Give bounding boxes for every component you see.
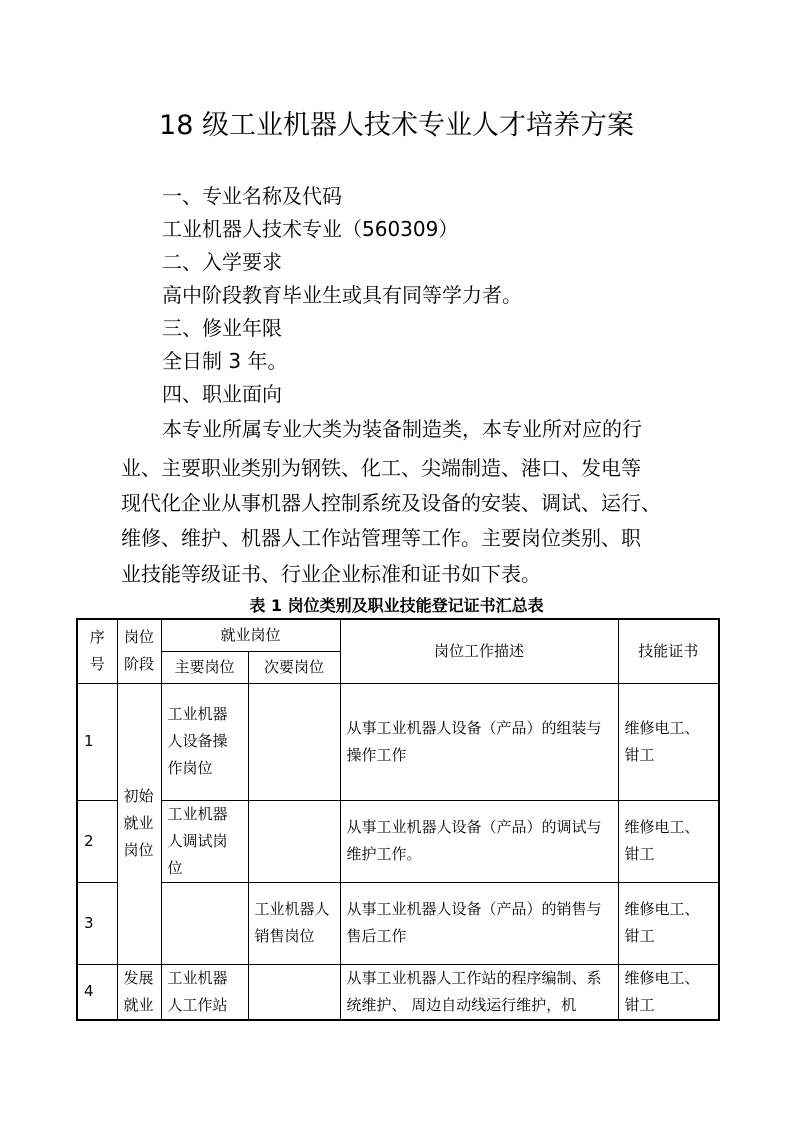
header-primary: 主要岗位: [161, 651, 248, 683]
header-description: 岗位工作描述: [340, 619, 618, 683]
section-heading-duration: 三、修业年限: [162, 316, 282, 340]
table-row: [77, 964, 719, 1020]
row-description: 从事工业机器人设备（产品）的调试与维护工作。: [340, 800, 618, 882]
row-description: 从事工业机器人设备（产品）的组装与操作工作: [340, 683, 618, 800]
row-description: 从事工业机器人工作站的程序编制、系统维护、 周边自动线运行维护，机: [340, 964, 618, 1020]
row-secondary: [248, 964, 340, 1020]
row-primary: 工业机器人工作站: [161, 964, 248, 1020]
row-secondary: [248, 800, 340, 882]
section-heading-career: 四、职业面向: [162, 382, 282, 406]
table-row: [77, 800, 719, 882]
header-stage: 岗位阶段: [117, 619, 161, 683]
row-certificate: 维修电工、钳工: [618, 683, 719, 800]
career-paragraph-line: 业技能等级证书、行业企业标准和证书如下表。: [121, 562, 541, 586]
row-certificate: 维修电工、钳工: [618, 964, 719, 1020]
row-seq: 2: [77, 800, 117, 882]
row-seq: 4: [77, 964, 117, 1020]
career-paragraph-line: 维修、维护、机器人工作站管理等工作。主要岗位类别、职: [121, 526, 641, 550]
row-primary: 工业机器人设备操作岗位: [161, 683, 248, 800]
admission-text: 高中阶段教育毕业生或具有同等学力者。: [162, 283, 522, 307]
row-primary: [161, 882, 248, 964]
section-heading-name-code: 一、专业名称及代码: [162, 184, 342, 208]
table-caption: 表 1 岗位类别及职业技能登记证书汇总表: [249, 596, 544, 615]
row-seq: 3: [77, 882, 117, 964]
header-certificate: 技能证书: [618, 619, 719, 683]
header-employment: 就业岗位: [161, 619, 340, 651]
row-certificate: 维修电工、钳工: [618, 800, 719, 882]
row-secondary: 工业机器人销售岗位: [248, 882, 340, 964]
major-name-code-text: 工业机器人技术专业（560309）: [162, 217, 459, 241]
stage-initial-cell: 初始就业岗位: [117, 683, 161, 964]
row-seq: 1: [77, 683, 117, 800]
row-description: 从事工业机器人设备（产品）的销售与售后工作: [340, 882, 618, 964]
row-primary: 工业机器人调试岗位: [161, 800, 248, 882]
section-heading-admission: 二、入学要求: [162, 250, 282, 274]
duration-text: 全日制 3 年。: [162, 349, 288, 373]
header-seq: 序号: [77, 619, 117, 683]
career-paragraph-line: 本专业所属专业大类为装备制造类，本专业所对应的行: [162, 417, 642, 441]
document-title: 18 级工业机器人技术专业人才培养方案: [159, 110, 634, 141]
career-paragraph-line: 业、主要职业类别为钢铁、化工、尖端制造、港口、发电等: [121, 456, 641, 480]
header-secondary: 次要岗位: [248, 651, 340, 683]
table-row: [77, 683, 719, 800]
career-paragraph-line: 现代化企业从事机器人控制系统及设备的安装、调试、运行、: [121, 491, 661, 515]
row-secondary: [248, 683, 340, 800]
row-certificate: 维修电工、钳工: [618, 882, 719, 964]
stage-develop-cell: 发展就业: [117, 964, 161, 1020]
job-category-table: [76, 618, 720, 1021]
table-row: [77, 882, 719, 964]
